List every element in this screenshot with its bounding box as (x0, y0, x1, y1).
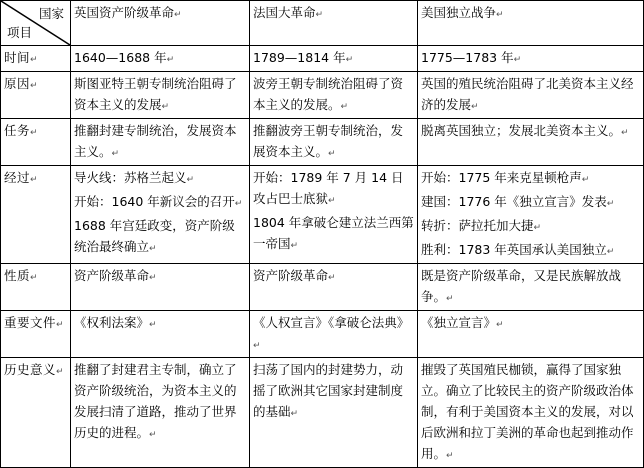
paragraph-mark-icon: ↵ (471, 102, 479, 112)
cell-line (253, 167, 415, 212)
cell-text: 胜利：1783 年英国承认美国独立 (421, 242, 607, 257)
cell-c2 (250, 358, 418, 468)
paragraph-mark-icon: ↵ (328, 273, 336, 283)
cell-text: 开始：1640 年新议会的召开 (74, 194, 235, 209)
paragraph-mark-icon: ↵ (174, 10, 182, 20)
paragraph-mark-icon: ↵ (345, 55, 354, 65)
paragraph-mark-icon: ↵ (234, 199, 243, 209)
table-row (1, 166, 644, 264)
paragraph-mark-icon: ↵ (30, 128, 39, 138)
cell-c2 (250, 119, 418, 166)
cell-text: 资产阶级革命 (74, 268, 150, 283)
cell-text: 《人权宣言》《拿破仑法典》 (253, 315, 410, 330)
row-label-cell (1, 46, 71, 72)
table-row (1, 119, 644, 166)
cell-c1 (71, 166, 250, 264)
cell-text: 导火线：苏格兰起义 (74, 170, 187, 185)
cell-text: 摧毁了英国殖民枷锁，赢得了国家独立。确立了比较民主的资产阶级政治体制，有利于美国资本主义的发展，对以后欧洲和拉丁美洲的革命也起到推动作用。 (421, 362, 634, 461)
cell-line (421, 191, 641, 215)
row-label: 历史意义 (4, 362, 57, 377)
paragraph-mark-icon: ↵ (446, 451, 454, 461)
cell-c2 (250, 311, 418, 358)
cell-text: 1688 年宫廷政变，资产阶级统治最终确立 (74, 218, 235, 254)
cell-text: 英国的殖民统治阻碍了北美资本主义经济的发展 (421, 76, 634, 112)
paragraph-mark-icon: ↵ (290, 241, 299, 251)
cell-text: 推翻封建专制统治，发展资本主义。 (74, 123, 237, 159)
cell-line (74, 167, 247, 191)
row-label-cell (1, 119, 71, 166)
header-col-england-text: 英国资产阶级革命 (74, 5, 175, 20)
paragraph-mark-icon: ↵ (149, 273, 157, 283)
cell-text: 建国：1776 年《独立宣言》发表 (421, 194, 607, 209)
cell-line (74, 359, 247, 446)
cell-line (74, 120, 247, 165)
cell-text: 资产阶级革命 (253, 268, 329, 283)
paragraph-mark-icon: ↵ (30, 55, 39, 65)
header-col-america (418, 1, 644, 46)
paragraph-mark-icon: ↵ (149, 320, 157, 330)
cell-c1 (71, 264, 250, 311)
cell-line (74, 47, 247, 71)
paragraph-mark-icon: ↵ (621, 128, 629, 138)
cell-line (421, 312, 641, 336)
cell-line (253, 265, 415, 289)
cell-line (253, 359, 415, 425)
cell-text: 脱离英国独立；发展北美资本主义。 (421, 123, 622, 138)
paragraph-mark-icon: ↵ (111, 149, 120, 159)
cell-text: 推翻了封建君主专制，确立了资产阶级统治，为资本主义的发展扫清了道路，推动了世界历史的进程。 (74, 362, 237, 440)
header-item-label: 项目 (7, 25, 33, 40)
cell-text: 斯图亚特王朝专制统治阻碍了资本主义的发展 (74, 76, 237, 112)
cell-text: 1804 年拿破仑建立法兰西第一帝国 (253, 215, 414, 251)
cell-c3 (418, 311, 644, 358)
row-label-cell (1, 311, 71, 358)
paragraph-mark-icon: ↵ (581, 175, 590, 185)
header-row (1, 1, 644, 46)
paragraph-mark-icon: ↵ (30, 273, 39, 283)
cell-c2 (250, 46, 418, 72)
cell-c3 (418, 72, 644, 119)
cell-c1 (71, 119, 250, 166)
cell-line (253, 73, 415, 118)
header-country-label: 国家 (38, 6, 64, 21)
cell-c2 (250, 264, 418, 311)
cell-line (74, 73, 247, 118)
row-label-cell (1, 166, 71, 264)
paragraph-mark-icon: ↵ (290, 409, 299, 419)
cell-text: 扫荡了国内的封建势力，动摇了欧洲其它国家封建制度的基础 (253, 362, 404, 419)
cell-line (421, 73, 641, 118)
row-label-cell (1, 264, 71, 311)
cell-c3 (418, 358, 644, 468)
cell-line (421, 167, 641, 191)
cell-line (74, 191, 247, 215)
cell-c3 (418, 264, 644, 311)
paragraph-mark-icon: ↵ (56, 367, 65, 377)
row-label: 经过 (4, 170, 31, 185)
cell-line (253, 312, 415, 357)
row-label: 重要文件 (4, 315, 57, 330)
paragraph-mark-icon: ↵ (496, 10, 504, 20)
cell-text: 1789—1814 年 (253, 50, 346, 65)
cell-text: 开始：1789 年 7 月 14 日攻占巴士底狱 (253, 170, 404, 206)
cell-line (421, 239, 641, 263)
cell-c2 (250, 72, 418, 119)
cell-line (253, 212, 415, 257)
paragraph-mark-icon: ↵ (149, 430, 157, 440)
header-col-england (71, 1, 250, 46)
row-label: 性质 (4, 268, 31, 283)
cell-line (74, 312, 247, 336)
table-row (1, 311, 644, 358)
table-row (1, 264, 644, 311)
paragraph-mark-icon: ↵ (513, 55, 522, 65)
table-row (1, 72, 644, 119)
cell-text: 1775—1783 年 (421, 50, 514, 65)
cell-c3 (418, 46, 644, 72)
table-body (1, 46, 644, 468)
paragraph-mark-icon: ↵ (56, 320, 65, 330)
paragraph-mark-icon: ↵ (166, 55, 175, 65)
paragraph-mark-icon: ↵ (30, 175, 39, 185)
header-corner-cell (1, 1, 71, 46)
cell-text: 既是资产阶级革命，又是民族解放战争。 (421, 268, 622, 304)
paragraph-mark-icon: ↵ (161, 102, 170, 112)
cell-c1 (71, 358, 250, 468)
cell-line (421, 215, 641, 239)
cell-line (253, 120, 415, 165)
cell-text: 《权利法案》 (74, 315, 150, 330)
header-col-france (250, 1, 418, 46)
cell-text: 波旁王朝专制统治阻碍了资本主义的发展。 (253, 76, 404, 112)
paragraph-mark-icon: ↵ (496, 320, 504, 330)
paragraph-mark-icon: ↵ (533, 223, 542, 233)
paragraph-mark-icon: ↵ (340, 102, 349, 112)
cell-text: 开始：1775 年来克星顿枪声 (421, 170, 582, 185)
cell-text: 推翻波旁王朝专制统治，发展资本主义。 (253, 123, 404, 159)
row-label-cell (1, 358, 71, 468)
cell-line (74, 215, 247, 260)
cell-line (253, 47, 415, 71)
cell-c1 (71, 72, 250, 119)
cell-line (74, 265, 247, 289)
table-row (1, 358, 644, 468)
paragraph-mark-icon: ↵ (186, 175, 195, 185)
row-label: 时间 (4, 50, 31, 65)
row-label: 原因 (4, 76, 31, 91)
paragraph-mark-icon: ↵ (253, 341, 261, 351)
paragraph-mark-icon: ↵ (328, 149, 336, 159)
cell-c3 (418, 166, 644, 264)
cell-c1 (71, 46, 250, 72)
paragraph-mark-icon: ↵ (149, 244, 157, 254)
cell-c2 (250, 166, 418, 264)
cell-line (421, 265, 641, 310)
paragraph-mark-icon: ↵ (446, 294, 454, 304)
cell-text: 转折：萨拉托加大捷 (421, 218, 534, 233)
cell-text: 《独立宣言》 (421, 315, 497, 330)
cell-text: 1640—1688 年 (74, 50, 167, 65)
row-label-cell (1, 72, 71, 119)
paragraph-mark-icon: ↵ (315, 10, 324, 20)
paragraph-mark-icon: ↵ (30, 81, 39, 91)
paragraph-mark-icon: ↵ (606, 247, 615, 257)
cell-line (421, 359, 641, 467)
paragraph-mark-icon: ↵ (328, 196, 336, 206)
header-col-france-text: 法国大革命 (253, 5, 316, 20)
header-col-america-text: 美国独立战争 (421, 5, 497, 20)
cell-c3 (418, 119, 644, 166)
paragraph-mark-icon: ↵ (606, 199, 615, 209)
table-row (1, 46, 644, 72)
cell-line (421, 120, 641, 144)
cell-line (421, 47, 641, 71)
cell-c1 (71, 311, 250, 358)
row-label: 任务 (4, 123, 31, 138)
